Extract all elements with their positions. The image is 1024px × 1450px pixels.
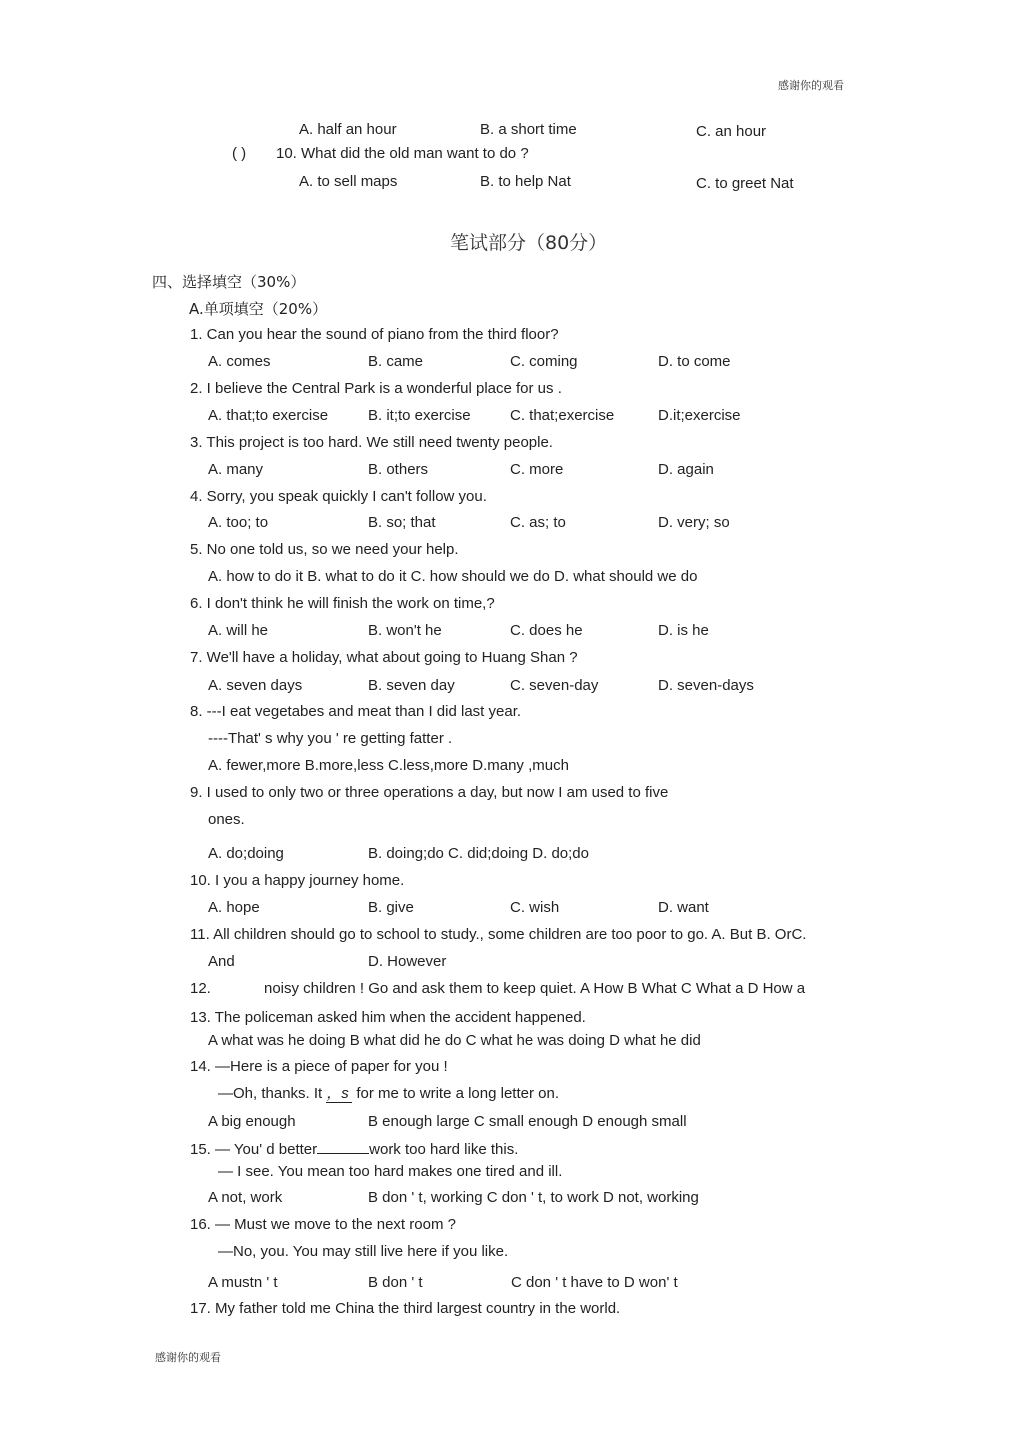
q16-option-b: B don ' t [368,1274,423,1291]
header-note: 感谢你的观看 [778,80,844,92]
q2-option-a: A. that;to exercise [208,407,329,424]
q9-line2: ones. [208,811,245,828]
q2-option-c: C. that;exercise [510,407,615,424]
q3-option-b: B. others [368,461,429,478]
q11-option-c-and: And [208,953,235,970]
q1-option-a: A. comes [208,353,271,370]
q15-option-a: A not, work [208,1189,283,1206]
q8-options: A. fewer,more B.more,less C.less,more D.many ,much [208,757,569,774]
q15-text-pre: 15. — You' d better [190,1141,318,1158]
q14-option-a: A big enough [208,1113,296,1130]
q1-option-b: B. came [368,353,424,370]
q5-options: A. how to do it B. what to do it C. how should we do D. what should we do [208,568,698,585]
q4-option-b: B. so; that [368,514,436,531]
q4-text: 4. Sorry, you speak quickly I can't follow you. [190,488,487,505]
q3-option-d: D. again [658,461,714,478]
q15-line2: — I see. You mean too hard makes one tired and ill. [218,1163,563,1180]
q7-option-c: C. seven-day [510,677,599,694]
listening-q10-option-b: B. to help Nat [480,173,571,190]
q7-option-b: B. seven day [368,677,455,694]
q8-line2: ----That' s why you ' re getting fatter . [208,730,453,747]
q10-option-b: B. give [368,899,414,916]
footer-note: 感谢你的观看 [155,1352,221,1364]
q7-text: 7. We'll have a holiday, what about going to Huang Shan ? [190,649,578,666]
q2-option-b: B. it;to exercise [368,407,471,424]
q15-answer-blank [317,1139,369,1154]
q10-text: 10. I you a happy journey home. [190,872,405,889]
q6-option-a: A. will he [208,622,269,639]
listening-q10-option-a: A. to sell maps [299,173,398,190]
q3-option-a: A. many [208,461,264,478]
section4-title: 四、选择填空（30%） [152,273,306,291]
q7-option-d: D. seven-days [658,677,754,694]
listening-q10-option-c: C. to greet Nat [696,175,794,192]
q12-number: 12. [190,980,211,997]
q3-text: 3. This project is too hard. We still need twenty people. [190,434,553,451]
q6-text: 6. I don't think he will finish the work on time,? [190,595,495,612]
q14-text: 14. —Here is a piece of paper for you ! [190,1058,448,1075]
section4-sub-a: A.单项填空（20%） [189,300,328,318]
written-section-title: 笔试部分（80分） [450,232,608,254]
q6-option-b: B. won't he [368,622,442,639]
q9-option-b: B. a short time [480,121,577,138]
q7-option-a: A. seven days [208,677,303,694]
q1-option-d: D. to come [658,353,731,370]
q14-line2 [218,1084,559,1104]
q4-option-d: D. very; so [658,514,730,531]
q9-option-a: A. do;doing [208,845,284,862]
q15-text [190,1139,518,1160]
q5-text: 5. No one told us, so we need your help. [190,541,459,558]
q10-option-d: D. want [658,899,709,916]
q9-options-rest: B. doing;do C. did;doing D. do;do [368,845,589,862]
q9-text: 9. I used to only two or three operations a day, but now I am used to five [190,784,669,801]
q15-text-post: work too hard like this. [369,1141,519,1158]
q17-text: 17. My father told me China the third largest country in the world. [190,1300,621,1317]
q9-option-a: A. half an hour [299,121,397,138]
q15-options-rest: B don ' t, working C don ' t, to work D not, working [368,1189,699,1206]
q11-option-d: D. However [368,953,447,970]
q16-options-rest: C don ' t have to D won' t [511,1274,678,1291]
q13-text: 13. The policeman asked him when the accident happened. [190,1009,586,1026]
q12-text: noisy children ! Go and ask them to keep quiet. A How B What C What a D How a [264,980,806,997]
q16-line2: —No, you. You may still live here if you like. [218,1243,509,1260]
q2-option-d: D.it;exercise [658,407,741,424]
q6-option-d: D. is he [658,622,709,639]
q2-text: 2. I believe the Central Park is a wonderful place for us . [190,380,562,397]
q14-line2-mark: ，s [326,1086,352,1103]
q10-option-c: C. wish [510,899,560,916]
listening-q10-text: 10. What did the old man want to do ? [276,145,529,162]
q1-option-c: C. coming [510,353,578,370]
q9-option-c: C. an hour [696,123,767,140]
q4-option-a: A. too; to [208,514,269,531]
q14-line2-pre: —Oh, thanks. It [218,1085,323,1102]
answer-paren: ( ) [232,145,247,162]
q10-option-a: A. hope [208,899,260,916]
q16-option-a: A mustn ' t [208,1274,278,1291]
q3-option-c: C. more [510,461,564,478]
q14-options-rest: B enough large C small enough D enough small [368,1113,687,1130]
q8-text: 8. ---I eat vegetabes and meat than I did last year. [190,703,522,720]
q1-text: 1. Can you hear the sound of piano from the third floor? [190,326,559,343]
q6-option-c: C. does he [510,622,583,639]
q4-option-c: C. as; to [510,514,566,531]
q11-text: 11. All children should go to school to study., some children are too poor to go. A. But B. OrC. [190,926,807,943]
q14-line2-post: for me to write a long letter on. [352,1085,559,1102]
q13-options: A what was he doing B what did he do C what he was doing D what he did [208,1032,701,1049]
q16-text: 16. — Must we move to the next room ? [190,1216,456,1233]
